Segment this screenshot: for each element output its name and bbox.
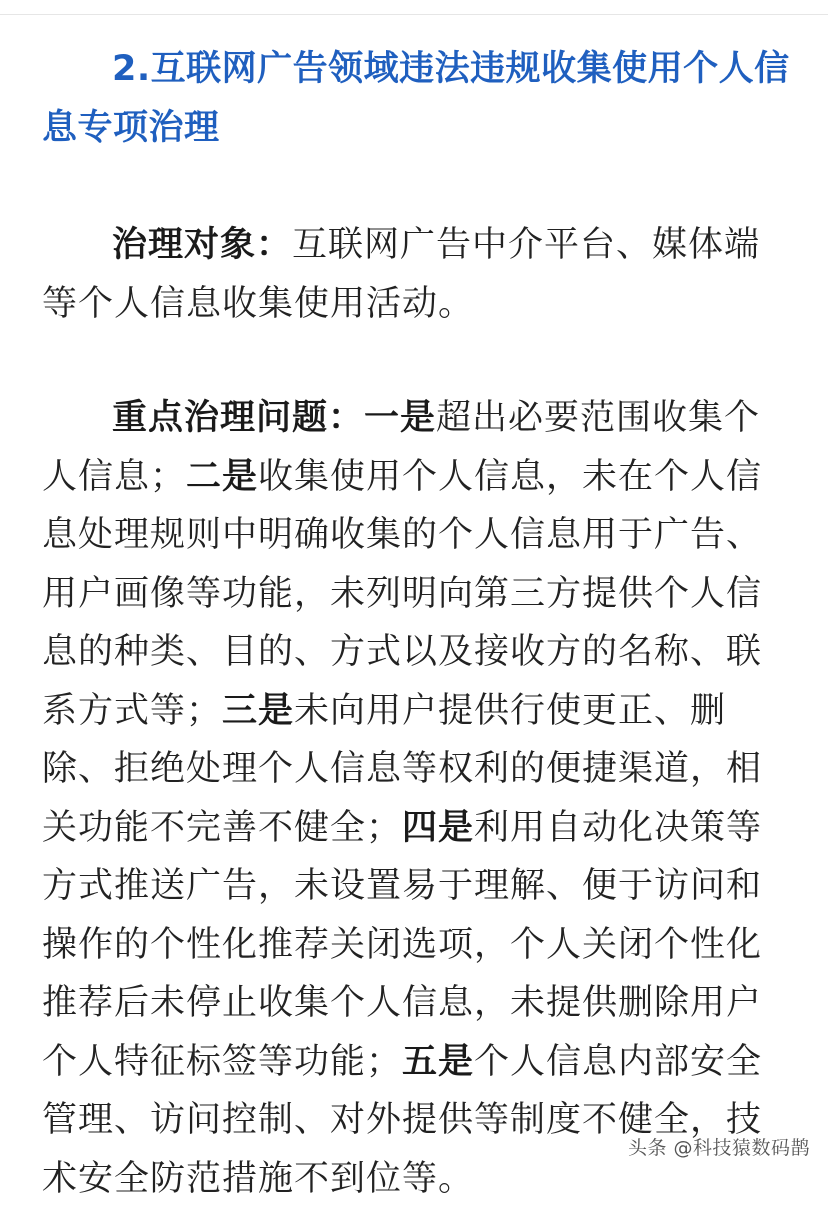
top-divider — [0, 14, 828, 15]
source-watermark: 头条 @科技猿数码鹊 — [627, 1137, 810, 1159]
section-heading: 2.互联网广告领域违法违规收集使用个人信息专项治理 — [42, 49, 790, 148]
issue-4-text: 利用自动化决策等方式推送广告，未设置易于理解、便于访问和操作的个性化推荐关闭选项，个人关闭个性化推荐后未停止收集个人信息，未提供删除用户个人特征标签等功能； — [42, 807, 763, 1082]
target-paragraph — [42, 216, 790, 333]
issue-2-marker: 二是 — [186, 456, 259, 497]
issue-1-text: 超出必要范围收集个人信息； — [42, 398, 761, 497]
issue-2-text: 收集使用个人信息，未在个人信息处理规则中明确收集的个人信息用于广告、用户画像等功能，未列明向第三方提供个人信息的种类、目的、方式以及接收方的名称、联系方式等； — [42, 456, 763, 731]
issue-3-text: 未向用户提供行使更正、删除、拒绝处理个人信息等权利的便捷渠道，相关功能不完善不健全； — [42, 690, 763, 848]
issue-5-marker: 五是 — [402, 1041, 475, 1082]
issue-1-marker: 一是 — [364, 398, 437, 438]
issue-3-marker: 三是 — [222, 690, 295, 731]
target-text: 互联网广告中介平台、媒体端等个人信息收集使用活动。 — [42, 225, 761, 324]
issue-4-marker: 四是 — [402, 807, 475, 848]
target-label: 治理对象： — [112, 225, 293, 265]
issue-5-text: 个人信息内部安全管理、访问控制、对外提供等制度不健全，技术安全防范措施不到位等。 — [42, 1041, 763, 1199]
issues-label: 重点治理问题： — [112, 398, 365, 438]
issues-paragraph — [42, 389, 790, 1208]
